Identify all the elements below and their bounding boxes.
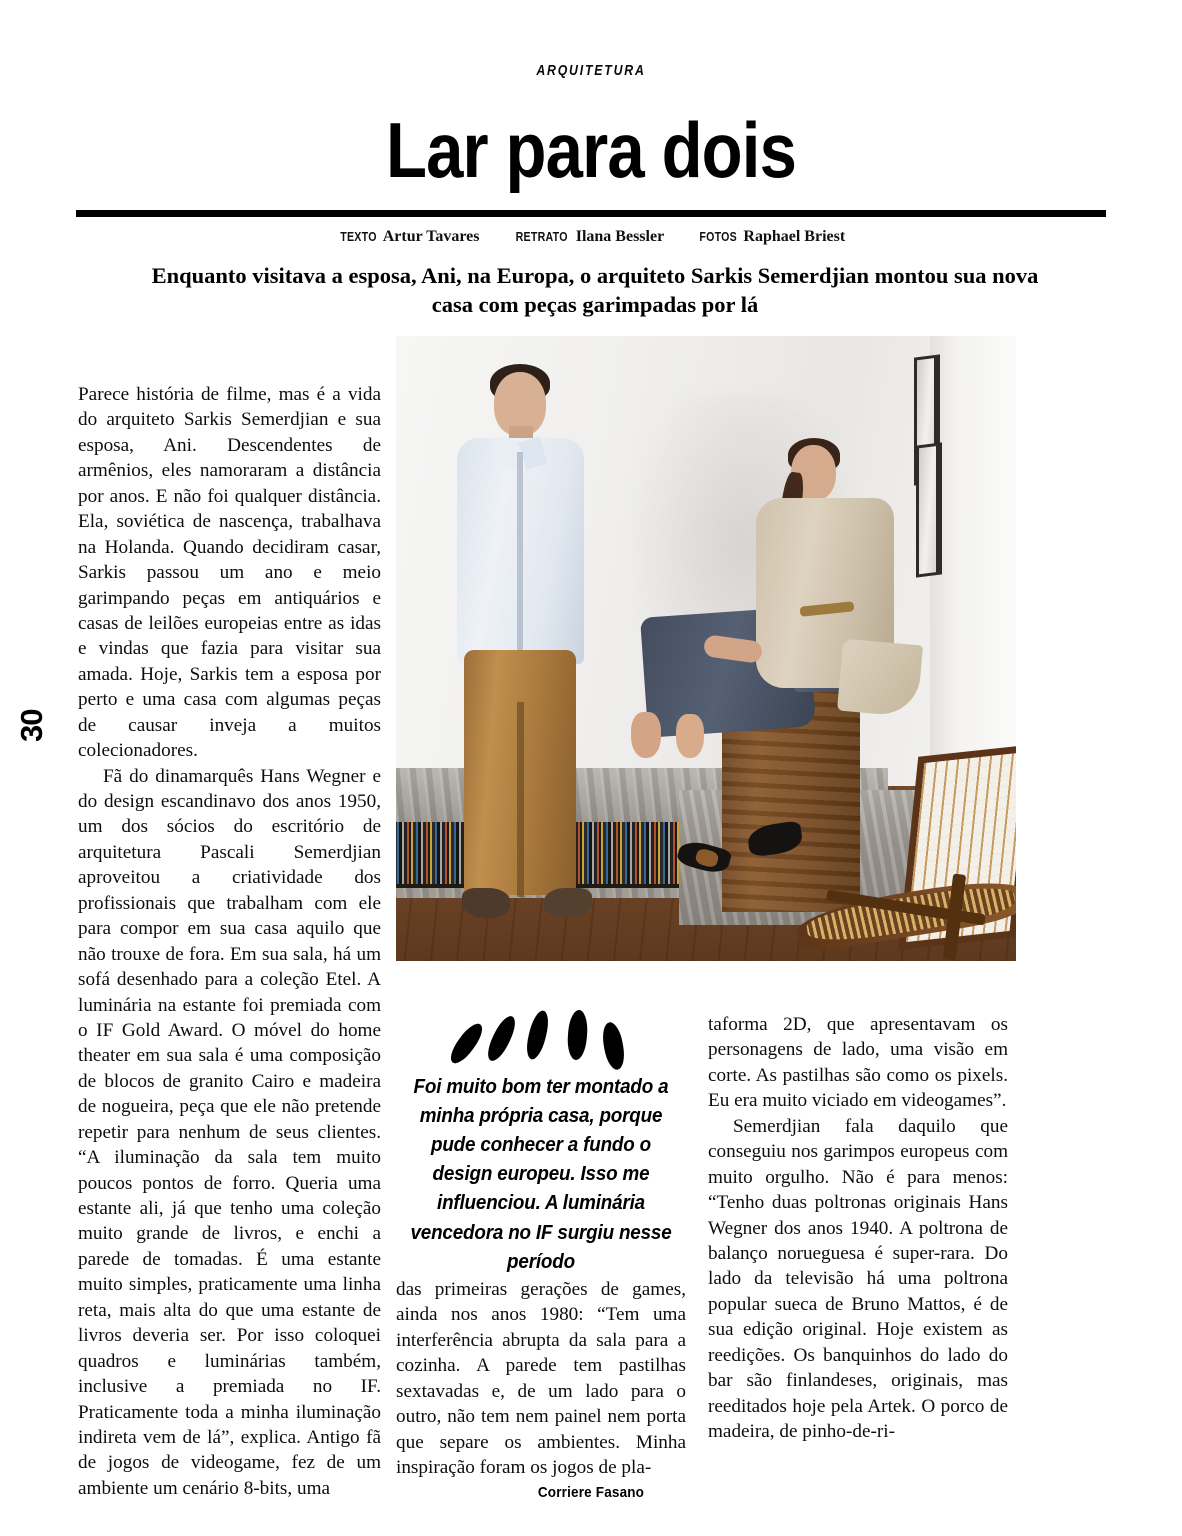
pull-quote-text: Foi muito bom ter montado a minha própria casa, porque pude conhecer a fundo o design europeu. Isso me influenciou. A luminária vencedora no IF surgiu nesse período: [410, 1075, 672, 1273]
paragraph: das primeiras gerações de games, ainda nos anos 1980: “Tem uma interferência abrupta da sala para a cozinha. A parede tem pastilhas sextavadas e, de um lado para o outro, não tem nem painel nem porta que separe os ambientes. Minha inspiração foram os jogos de pla-: [396, 1279, 686, 1479]
quote-stroke-5-icon: [600, 1021, 627, 1072]
article-photo: [396, 336, 1016, 961]
quote-mark-ornament: [396, 1000, 686, 1062]
credit-label-texto: TEXTO: [340, 230, 377, 244]
standfirst-deck: Enquanto visitava a esposa, Ani, na Europa, o arquiteto Sarkis Semerdjian montou sua nova casa com peças garimpadas por lá: [151, 263, 1039, 317]
page-footer: Corriere Fasano: [537, 1484, 645, 1501]
woman-foot-right: [676, 714, 704, 758]
man-boot-right: [544, 888, 592, 918]
page-number: 30: [14, 709, 49, 742]
credit-name-fotos: Raphael Briest: [743, 228, 846, 245]
man-trouser-seam: [517, 702, 524, 897]
byline-credits: [0, 228, 1182, 246]
quote-stroke-4-icon: [566, 1009, 588, 1060]
man-boot-left: [462, 888, 510, 918]
credit-label-fotos: FOTOS: [699, 230, 738, 244]
credit-name-texto: Artur Tavares: [382, 228, 480, 245]
wall-art-canvas-lower: [919, 446, 936, 574]
credit-retrato: [511, 228, 664, 246]
section-kicker: ARQUITETURA: [536, 62, 646, 79]
man-shirt-placket: [517, 452, 523, 662]
credit-label-retrato: RETRATO: [515, 230, 569, 244]
pull-quote: [396, 1000, 686, 1276]
quote-stroke-2-icon: [483, 1013, 520, 1064]
paragraph: Fã do dinamarquês Hans Wegner e do design escandinavo dos anos 1950, um dos sócios do escritório de arquitetura Pascali Semerdjian aproveitou a criatividade dos profissionais que trabalham com ele para compor em sua casa aquilo que não trouxe de fora. Em sua sala, há um sofá desenhado para a coleção Etel. A luminária na estante foi premiada com o IF Gold Award. O móvel do home theater em sua sala é uma composição de blocos de granito Cairo e madeira de nogueira, peça que ele não pretende repetir para nenhum de seus clientes. “A iluminação da sala tem muito poucos pontos de forro. Queria uma estante ali, já que tenho uma coleção muito grande de livros, e enchi a parede de tomadas. É uma estante muito simples, praticamente uma linha reta, mais alta do que uma estante de livros deveria ser. Por isso coloquei quadros e luminárias também, inclusive a premiada no IF. Praticamente toda a minha iluminação indireta vem de lá”, explica. Antigo fã de jogos de videogame, fez de um ambiente um cenário 8-bits, uma: [78, 765, 381, 1499]
quote-stroke-3-icon: [523, 1009, 552, 1062]
wall-art-frame-lower: [916, 442, 942, 577]
quote-stroke-1-icon: [446, 1019, 487, 1067]
paragraph: Parece história de filme, mas é a vida do arquiteto Sarkis Semerdjian e sua esposa, Ani. Descendentes de armênios, eles namoraram a distância por anos. E não foi qualquer distância. Ela, soviética de nascença, trabalhava na Holanda. Quando decidiram casar, Sarkis passou um ano e meio garimpando peças em antiquários e casas de leilões europeias entre as idas e vindas que fazia para visitar sua amada. Hoje, Sarkis tem a esposa por perto e uma casa com algumas peças de causar inveja a muitos colecionadores.: [78, 384, 381, 762]
paragraph: taforma 2D, que apresentavam os personagens de lado, uma visão em corte. As pastilhas são como os pixels. Eu era muito viciado em videogames”.: [708, 1014, 1008, 1112]
paragraph: Semerdjian fala daquilo que conseguiu nos garimpos europeus com muito orgulho. Não é para menos: “Tenho duas poltronas originais Hans Wegner dos anos 1940. A poltrona de balanço norueguesa é super-rara. Do lado da televisão há uma poltrona popular sueca de Bruno Mattos, é de sua edição original. Hoje existem as reedições. Os banquinhos do lado do bar são finlandeses, originais, mas reeditados hoje pela Artek. O porco de madeira, de pinho-de-ri-: [708, 1115, 1008, 1442]
credit-fotos: [696, 228, 845, 246]
body-column-1: [78, 382, 381, 1501]
credit-texto: [337, 228, 480, 246]
body-column-2: [396, 1277, 686, 1481]
page-title: Lar para dois: [385, 106, 797, 194]
header-divider-rule: [76, 210, 1106, 217]
credit-name-retrato: Ilana Bessler: [575, 228, 665, 245]
body-column-3: [708, 1012, 1008, 1444]
woman-foot-left: [631, 712, 661, 758]
